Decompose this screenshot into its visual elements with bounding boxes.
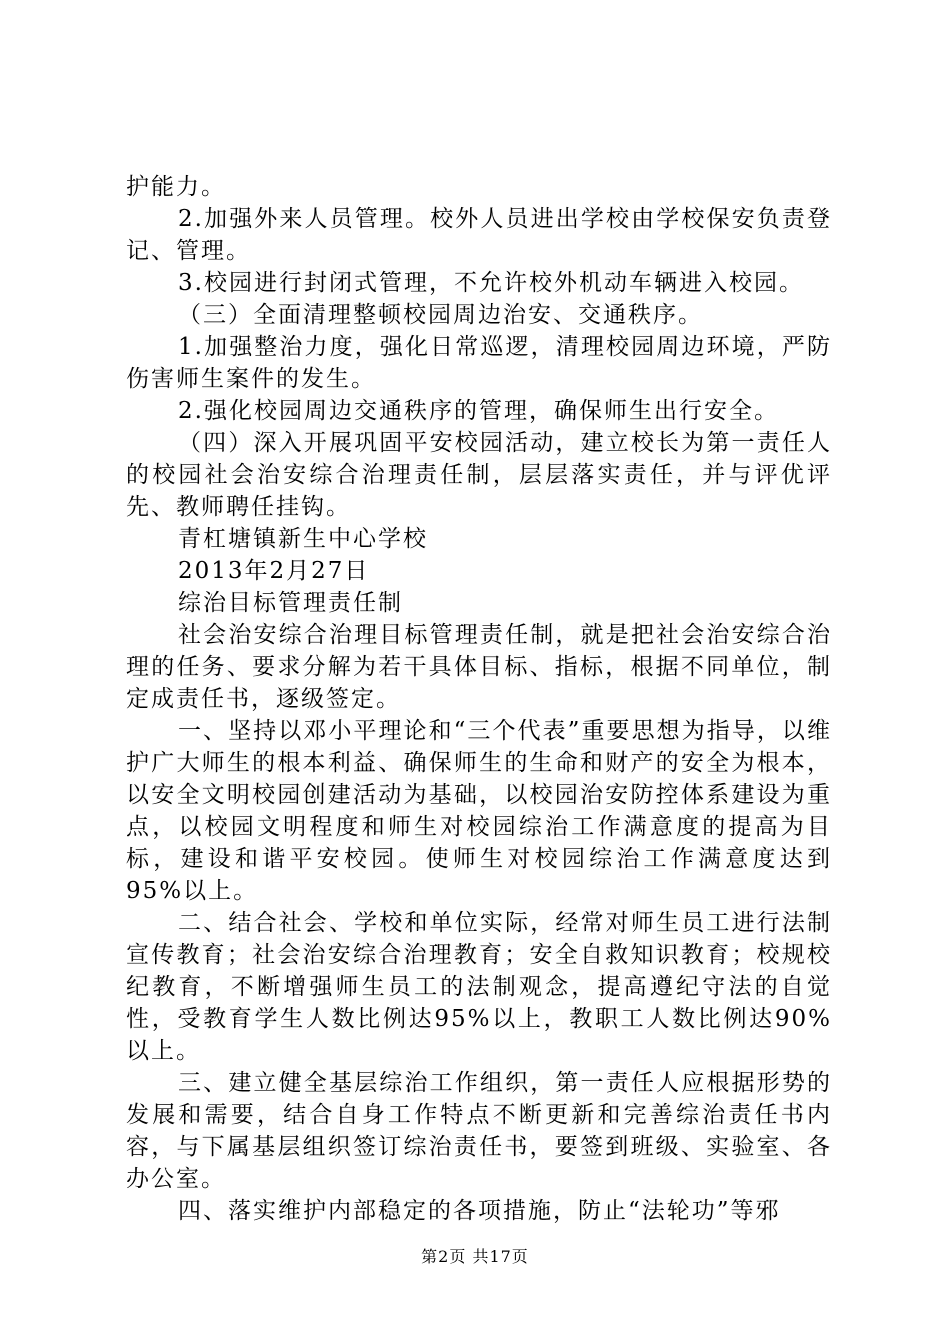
paragraph-14: 三、建立健全基层综治工作组织，第一责任人应根据形势的发展和需要，结合自身工作特点不断更新和完善综治责任书内容，与下属基层组织签订综治责任书，要签到班级、实验室、各办公室。 [126,1070,832,1192]
page-number-footer: 第2页 共17页 [421,1247,529,1266]
paragraph-5: 1.加强整治力度，强化日常巡逻，清理校园周边环境，严防伤害师生案件的发生。 [126,334,832,392]
paragraph-13: 二、结合社会、学校和单位实际，经常对师生员工进行法制宣传教育；社会治安综合治理教育；安全自救知识教育；校规校纪教育，不断增强师生员工的法制观念，提高遵纪守法的自觉性，受教育学生人数比例达95%以上，教职工人数比例达90%以上。 [126,910,832,1064]
paragraph-7: （四）深入开展巩固平安校园活动，建立校长为第一责任人的校园社会治安综合治理责任制，层层落实责任，并与评优评先、教师聘任挂钩。 [126,430,832,520]
document-body [126,171,832,1227]
paragraph-1: 护能力。 [126,174,226,200]
paragraph-15: 四、落实维护内部稳定的各项措施，防止“法轮功”等邪 [178,1198,781,1224]
paragraph-2: 2.加强外来人员管理。校外人员进出学校由学校保安负责登记、管理。 [126,206,832,264]
paragraph-3: 3.校园进行封闭式管理，不允许校外机动车辆进入校园。 [178,270,804,296]
paragraph-4: （三）全面清理整顿校园周边治安、交通秩序。 [178,302,703,328]
paragraph-12: 一、坚持以邓小平理论和“三个代表”重要思想为指导，以维护广大师生的根本利益、确保师生的生命和财产的安全为根本，以安全文明校园创建活动为基础，以校园治安防控体系建设为重点，以校园文明程度和师生对校园综治工作满意度的提高为目标，建设和谐平安校园。使师生对校园综治工作满意度达到95%以上。 [126,718,832,904]
school-name: 青杠塘镇新生中心学校 [178,526,428,552]
paragraph-11: 社会治安综合治理目标管理责任制，就是把社会治安综合治理的任务、要求分解为若干具体目标、指标，根据不同单位，制定成责任书，逐级签定。 [126,622,832,712]
section-title: 综治目标管理责任制 [178,590,403,616]
paragraph-6: 2.强化校园周边交通秩序的管理，确保师生出行安全。 [178,398,779,424]
document-date: 2013年2月27日 [178,558,370,584]
